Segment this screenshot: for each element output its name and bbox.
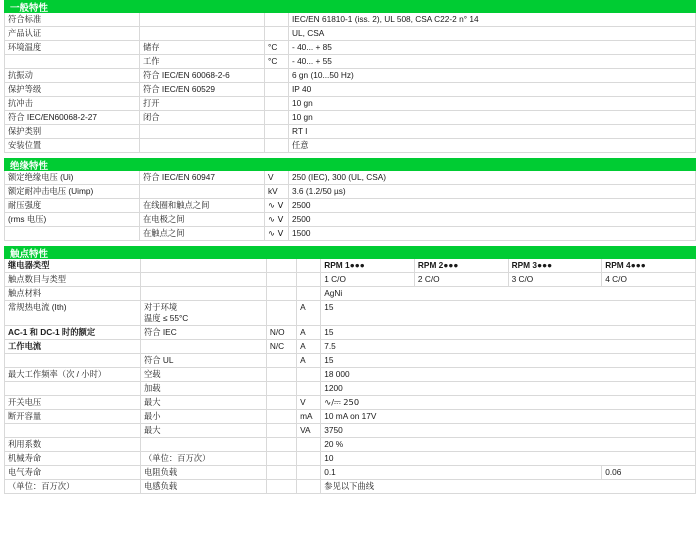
row-value: 3.6 (1.2/50 µs): [289, 185, 696, 199]
row-sublabel: [140, 27, 265, 41]
row-sublabel: [140, 438, 266, 452]
row-value: 任意: [289, 139, 696, 153]
row-label: 符合 IEC/EN60068-2-27: [5, 111, 140, 125]
row-label: 断开容量: [5, 410, 141, 424]
col-rpm3-header: RPM 3●●●: [508, 259, 602, 273]
row-label: 开关电压: [5, 396, 141, 410]
row-unit: [297, 466, 321, 480]
row-label: 利用系数: [5, 438, 141, 452]
row-sublabel: 在触点之间: [140, 227, 265, 241]
table-row: [5, 301, 696, 326]
row-unit: [265, 97, 289, 111]
col-rpm2-value: 2 C/O: [414, 273, 508, 287]
row-value: 7.5: [321, 340, 696, 354]
table-row: [5, 287, 696, 301]
row-value: AgNi: [321, 287, 696, 301]
row-value: 20 %: [321, 438, 696, 452]
row-sublabel: （单位：百万次）: [140, 452, 266, 466]
row-sublabel: [140, 139, 265, 153]
row-unit: [297, 259, 321, 273]
row-label: 工作电流: [5, 340, 141, 354]
col-rpm4-header: RPM 4●●●: [602, 259, 696, 273]
table-row: [5, 480, 696, 494]
row-value: IEC/EN 61810-1 (iss. 2), UL 508, CSA C22-2 n° 14: [289, 13, 696, 27]
row-value: RT I: [289, 125, 696, 139]
table-row: [5, 125, 696, 139]
table-row: [5, 27, 696, 41]
section-title-general: 一般特性: [4, 0, 696, 13]
row-label: [5, 55, 140, 69]
table-row: [5, 452, 696, 466]
row-label: 符合标准: [5, 13, 140, 27]
table-row: [5, 69, 696, 83]
section-general: [4, 0, 696, 153]
contact-table: [4, 259, 696, 494]
row-unit: V: [265, 171, 289, 185]
row-mini: N/O: [266, 326, 296, 340]
row-sublabel: [140, 273, 266, 287]
row-value: IP 40: [289, 83, 696, 97]
row-unit: A: [297, 340, 321, 354]
section-title-insulation: 绝缘特性: [4, 158, 696, 171]
row-unit: [297, 438, 321, 452]
table-row: [5, 111, 696, 125]
row-value: 2500: [289, 213, 696, 227]
section-title-contact: 触点特性: [4, 246, 696, 259]
row-unit: [297, 452, 321, 466]
row-sublabel: 电阻负载: [140, 466, 266, 480]
row-label: 环境温度: [5, 41, 140, 55]
row-sublabel: 最大: [140, 396, 266, 410]
row-unit: [265, 27, 289, 41]
row-sublabel: 打开: [140, 97, 265, 111]
row-label: 产品认证: [5, 27, 140, 41]
row-label: AC-1 和 DC-1 时的额定: [5, 326, 141, 340]
row-value: - 40... + 85: [289, 41, 696, 55]
row-label: (rms 电压): [5, 213, 140, 227]
row-value: ∿/⎓ 250: [321, 396, 696, 410]
row-unit: V: [297, 396, 321, 410]
row-sublabel: 在电极之间: [140, 213, 265, 227]
row-mini: [266, 273, 296, 287]
row-value: - 40... + 55: [289, 55, 696, 69]
row-mini: [266, 287, 296, 301]
table-row: [5, 227, 696, 241]
row-sublabel: 符合 IEC: [140, 326, 266, 340]
row-sublabel: 符合 IEC/EN 60947: [140, 171, 265, 185]
row-value: 10: [321, 452, 696, 466]
row-sublabel: 电感负载: [140, 480, 266, 494]
row-label: 额定耐冲击电压 (Uimp): [5, 185, 140, 199]
table-row-header: [5, 259, 696, 273]
row-sublabel: 储存: [140, 41, 265, 55]
row-unit: [265, 139, 289, 153]
row-label: 常规热电流 (Ith): [5, 301, 141, 326]
row-value: 1200: [321, 382, 696, 396]
row-value: 15: [321, 301, 696, 326]
row-unit: °C: [265, 55, 289, 69]
row-unit: [297, 287, 321, 301]
row-mini: [266, 396, 296, 410]
row-value: 10 gn: [289, 97, 696, 111]
row-unit: [265, 13, 289, 27]
general-table: [4, 13, 696, 153]
table-row: [5, 273, 696, 287]
table-row: [5, 185, 696, 199]
table-row: [5, 41, 696, 55]
table-row: [5, 396, 696, 410]
table-row: [5, 368, 696, 382]
table-row: [5, 55, 696, 69]
row-mini: N/C: [266, 340, 296, 354]
row-label: [5, 227, 140, 241]
row-unit: [297, 480, 321, 494]
row-label: [5, 424, 141, 438]
table-row: [5, 424, 696, 438]
row-unit: [265, 111, 289, 125]
row-unit: VA: [297, 424, 321, 438]
table-row: [5, 139, 696, 153]
row-sublabel: 符合 UL: [140, 354, 266, 368]
row-label: 耐压强度: [5, 199, 140, 213]
row-unit: kV: [265, 185, 289, 199]
row-sublabel: [140, 185, 265, 199]
table-row: [5, 326, 696, 340]
row-value: 15: [321, 326, 696, 340]
row-label: [5, 354, 141, 368]
table-row: [5, 171, 696, 185]
row-label: 额定绝缘电压 (Ui): [5, 171, 140, 185]
row-mini: [266, 466, 296, 480]
table-row: [5, 340, 696, 354]
row-label: 抗振动: [5, 69, 140, 83]
table-row: [5, 410, 696, 424]
row-unit: [297, 368, 321, 382]
row-unit: [265, 69, 289, 83]
row-label: 保护等级: [5, 83, 140, 97]
row-unit: °C: [265, 41, 289, 55]
row-mini: [266, 354, 296, 368]
row-sublabel: 空载: [140, 368, 266, 382]
row-sublabel: 符合 IEC/EN 60529: [140, 83, 265, 97]
row-unit: ∿ V: [265, 213, 289, 227]
row-label: 安装位置: [5, 139, 140, 153]
row-mini: [266, 424, 296, 438]
row-label: 机械寿命: [5, 452, 141, 466]
row-unit: [297, 382, 321, 396]
row-mini: [266, 368, 296, 382]
col-rpm2-header: RPM 2●●●: [414, 259, 508, 273]
row-value: 10 mA on 17V: [321, 410, 696, 424]
row-unit: A: [297, 326, 321, 340]
row-label: 保护类别: [5, 125, 140, 139]
row-sublabel: 最小: [140, 410, 266, 424]
row-unit: mA: [297, 410, 321, 424]
section-insulation: [4, 158, 696, 241]
row-mini: [266, 301, 296, 326]
row-sublabel: [140, 259, 266, 273]
row-unit: [265, 83, 289, 97]
row-label: [5, 382, 141, 396]
row-label: 触点材料: [5, 287, 141, 301]
row-value: 10 gn: [289, 111, 696, 125]
row-sublabel: [140, 287, 266, 301]
col-rpm3-value: 3 C/O: [508, 273, 602, 287]
col-rpm1-header: RPM 1●●●: [321, 259, 415, 273]
table-row: [5, 354, 696, 368]
row-sublabel: [140, 13, 265, 27]
section-contact: [4, 246, 696, 494]
row-value: 3750: [321, 424, 696, 438]
insulation-table: [4, 171, 696, 241]
row-value: 18 000: [321, 368, 696, 382]
row-label: 触点数目与类型: [5, 273, 141, 287]
row-sublabel: 闭合: [140, 111, 265, 125]
row-sublabel: 对于环境 温度 ≤ 55°C: [140, 301, 266, 326]
table-row: [5, 466, 696, 480]
col-rpm4-value: 0.06: [602, 466, 696, 480]
row-value: 参见以下曲线: [321, 480, 696, 494]
row-sublabel: [140, 340, 266, 354]
row-unit: [265, 125, 289, 139]
row-sublabel: [140, 125, 265, 139]
row-sublabel: 在线圈和触点之间: [140, 199, 265, 213]
table-row: [5, 382, 696, 396]
row-unit: [297, 273, 321, 287]
table-row: [5, 83, 696, 97]
row-value: 2500: [289, 199, 696, 213]
row-mini: [266, 259, 296, 273]
row-sublabel: 加载: [140, 382, 266, 396]
row-mini: [266, 480, 296, 494]
row-label: 电气寿命: [5, 466, 141, 480]
row-unit: A: [297, 354, 321, 368]
row-sublabel: 工作: [140, 55, 265, 69]
row-label: 抗冲击: [5, 97, 140, 111]
table-row: [5, 199, 696, 213]
row-sublabel: 最大: [140, 424, 266, 438]
row-label: 最大工作频率（次 / 小时）: [5, 368, 141, 382]
row-label: （单位：百万次）: [5, 480, 141, 494]
col-rpm1-3-value: 0.1: [321, 466, 602, 480]
row-unit: ∿ V: [265, 227, 289, 241]
row-sublabel: 符合 IEC/EN 60068-2-6: [140, 69, 265, 83]
table-row: [5, 13, 696, 27]
row-value: 250 (IEC), 300 (UL, CSA): [289, 171, 696, 185]
row-label: 继电器类型: [5, 259, 141, 273]
row-value: UL, CSA: [289, 27, 696, 41]
row-mini: [266, 452, 296, 466]
row-unit: A: [297, 301, 321, 326]
row-mini: [266, 410, 296, 424]
col-rpm1-value: 1 C/O: [321, 273, 415, 287]
row-value: 6 gn (10...50 Hz): [289, 69, 696, 83]
row-unit: ∿ V: [265, 199, 289, 213]
row-mini: [266, 438, 296, 452]
table-row: [5, 213, 696, 227]
table-row: [5, 97, 696, 111]
row-value: 1500: [289, 227, 696, 241]
row-value: 15: [321, 354, 696, 368]
row-mini: [266, 382, 296, 396]
col-rpm4-value: 4 C/O: [602, 273, 696, 287]
table-row: [5, 438, 696, 452]
